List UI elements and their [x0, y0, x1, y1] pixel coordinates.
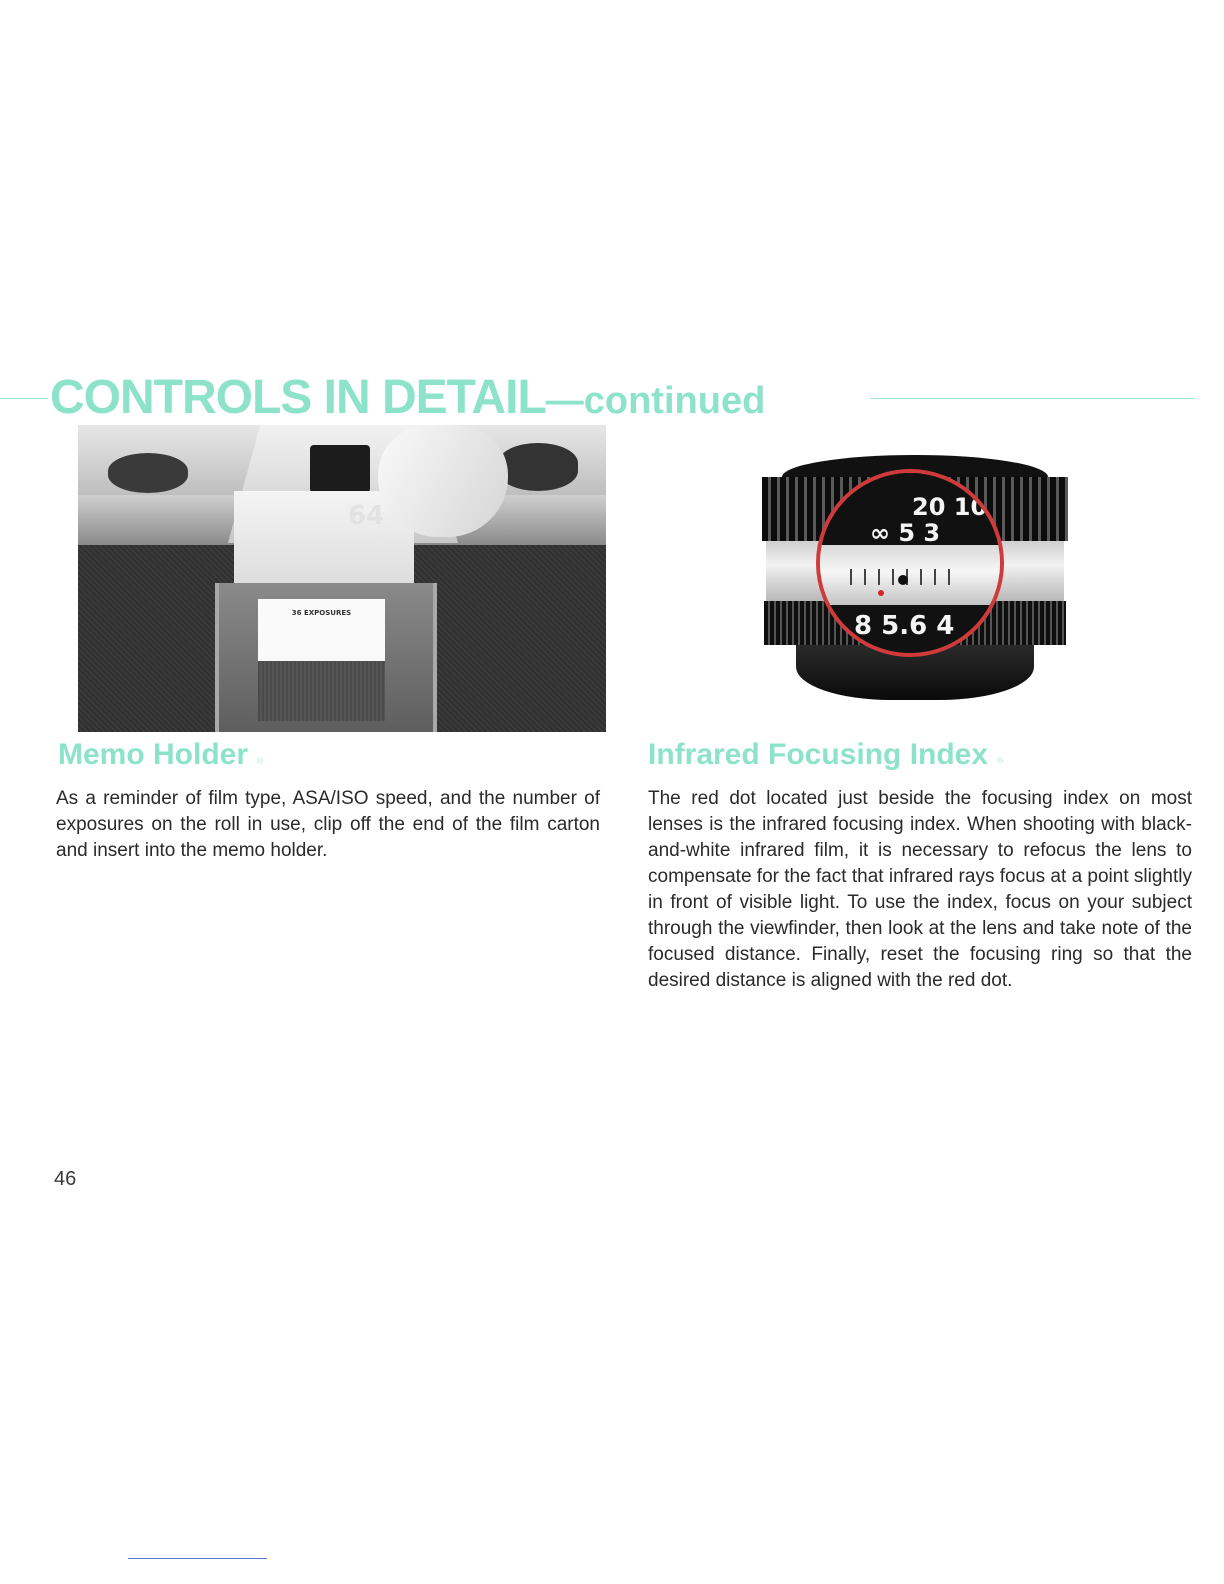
rewind-knob: [108, 453, 188, 493]
focusing-index-dot: [898, 575, 908, 585]
memo-holder-title: Memo Holder: [58, 738, 249, 771]
distance-scale-top: 20 10: [912, 493, 988, 521]
memo-holder-body: As a reminder of film type, ASA/ISO speed, and the number of exposures on the roll in use, clip off the end of the film carton and insert into the memo holder.: [56, 788, 600, 861]
memo-holder-photo: [78, 425, 606, 732]
page-title-text: CONTROLS IN DETAIL: [50, 371, 546, 424]
infrared-index-title: Infrared Focusing Index: [648, 738, 989, 771]
page-title-continued: —continued: [545, 380, 766, 422]
infrared-index-heading: [648, 738, 1004, 772]
infrared-index-marker: »: [996, 751, 1004, 767]
page-number: 46: [54, 1168, 77, 1190]
finger: [378, 425, 508, 537]
page-title: [50, 370, 765, 425]
infrared-index-body: The red dot located just beside the focusing index on most lenses is the infrared focusing index. When shooting with black-and-white infrared film, it is necessary to refocus the lens to compensate for the fact that infrared rays focus at a point slightly in front of visible light. To use the index, focus on your subject through the viewfinder, then look at the lens and take note of the focused distance. Finally, reset the focusing ring so that the desired distance is aligned with the red dot.: [648, 788, 1192, 991]
infrared-index-photo: [760, 455, 1070, 700]
memo-holder-card-label: 36 EXPOSURES: [291, 609, 352, 617]
memo-holder-marker: »: [256, 751, 264, 767]
distance-scale-bottom: ∞ 5 3: [870, 519, 941, 547]
focus-highlight-circle: [816, 469, 1004, 657]
aperture-scale: 8 5.6 4: [854, 611, 955, 641]
heading-rule-right: [870, 398, 1195, 399]
infrared-index-dot: [878, 590, 884, 596]
memo-holder-heading: [58, 738, 264, 772]
memo-holder-window: [258, 661, 385, 721]
footer-rule: [128, 1558, 267, 1559]
page-heading: [0, 370, 1224, 430]
memo-holder-card: [258, 599, 385, 661]
film-carton-number: 64: [348, 501, 385, 531]
heading-rule-left: [0, 398, 48, 399]
eyepiece: [310, 445, 370, 493]
shutter-dial: [498, 443, 578, 491]
